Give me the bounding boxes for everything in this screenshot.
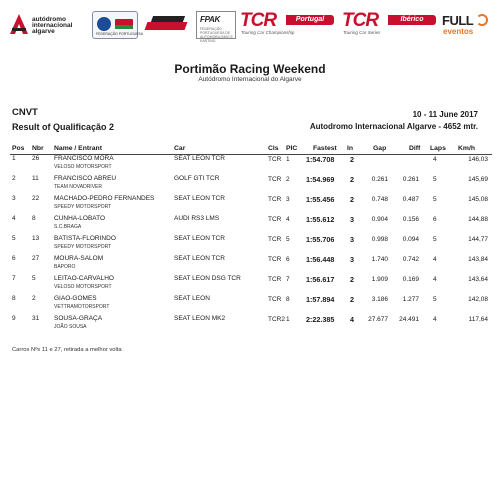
column-header-pic: PIC — [286, 145, 298, 152]
table-row — [0, 295, 500, 315]
column-header-kmh: Km/h — [458, 145, 475, 152]
cell-pic: 5 — [286, 236, 290, 243]
tcr-portugal-logo — [240, 10, 336, 40]
cell-pos: 9 — [12, 315, 16, 322]
cell-laps: 4 — [433, 276, 437, 283]
cell-fastest: 1:54.969 — [306, 175, 335, 184]
cell-gap: 0.748 — [371, 196, 388, 203]
cell-name: MACHADO-PEDRO FERNANDES — [54, 195, 155, 202]
cell-name: GIAO-GOMES — [54, 295, 97, 302]
cell-nbr: 13 — [32, 235, 40, 242]
cell-cls: TCR — [268, 256, 282, 263]
cell-gap: 27.677 — [368, 316, 388, 323]
cell-in: 2 — [350, 175, 354, 184]
cell-car: SEAT LEON MK2 — [174, 315, 226, 322]
aia-logo-icon — [8, 12, 30, 36]
tcr-portugal-subtext: Touring Car Championship — [241, 30, 295, 35]
federation-logo — [92, 10, 144, 40]
cell-entrant: VETTRAMOTORSPORT — [54, 304, 110, 310]
cell-pic: 3 — [286, 196, 290, 203]
venue-label: Autodromo Internacional Algarve - 4652 mtr. — [309, 122, 478, 131]
cell-in: 4 — [350, 315, 354, 324]
federation-logo-text: FEDERAÇÃO PORTUGUESA — [96, 32, 144, 36]
autodromo-logo-text: algarve — [32, 28, 55, 35]
table-row — [0, 275, 500, 295]
cell-pic: 4 — [286, 216, 290, 223]
cell-entrant: S.C.BRAGA — [54, 224, 82, 230]
cell-laps: 4 — [433, 316, 437, 323]
cell-kmh: 144,88 — [468, 216, 488, 223]
full-logo-text: FULL — [442, 13, 474, 28]
table-row — [0, 235, 500, 255]
cell-fastest: 2:22.385 — [306, 315, 335, 324]
sponsor-logo-strip — [8, 10, 492, 42]
cell-name: MOURA-SALOM — [54, 255, 104, 262]
column-header-cls: Cls — [268, 145, 279, 152]
fpak-logo-subtext: FEDERAÇÃO PORTUGUESA DE AUTOMOBILISMO E KARTING — [200, 27, 233, 43]
cell-laps: 4 — [433, 156, 437, 163]
cell-laps: 5 — [433, 296, 437, 303]
cell-pos: 4 — [12, 215, 16, 222]
cell-gap: 0.261 — [371, 176, 388, 183]
cell-laps: 5 — [433, 176, 437, 183]
tcr-logo-text: TCR — [342, 10, 379, 31]
racing-logo — [144, 10, 190, 40]
cell-pic: 6 — [286, 256, 290, 263]
cell-car: SEAT LEON TCR — [174, 195, 225, 202]
cell-entrant: SPEEDY MOTORSPORT — [54, 244, 112, 250]
cell-car: SEAT LEON DSG TCR — [174, 275, 241, 282]
table-row — [0, 155, 500, 175]
cell-diff: 0.169 — [402, 276, 419, 283]
full-logo-ring-icon — [476, 14, 488, 26]
column-header-diff: Diff — [409, 145, 421, 152]
result-title: Result of Qualificação 2 — [12, 122, 115, 132]
cell-kmh: 143,84 — [468, 256, 488, 263]
cell-pos: 7 — [12, 275, 16, 282]
event-date: 10 - 11 June 2017 — [412, 110, 478, 119]
cell-in: 3 — [350, 255, 354, 264]
cell-entrant: SPEEDY MOTORSPORT — [54, 204, 112, 210]
cell-cls: TCR — [268, 216, 282, 223]
cell-pos: 6 — [12, 255, 16, 262]
fpak-logo — [196, 10, 236, 43]
autodromo-logo-text: internacional — [32, 22, 73, 29]
cell-name: LEITAO-CARVALHO — [54, 275, 114, 282]
fpak-logo-text: FPAK — [200, 15, 220, 24]
column-header-laps: Laps — [430, 145, 446, 152]
column-header-in: In — [347, 145, 354, 152]
cell-pos: 1 — [12, 155, 16, 162]
cell-in: 3 — [350, 215, 354, 224]
cell-fastest: 1:55.456 — [306, 195, 335, 204]
autodromo-logo-text: autódromo — [32, 16, 66, 23]
cell-pos: 3 — [12, 195, 16, 202]
column-header-nbr: Nbr — [32, 145, 44, 152]
cell-nbr: 26 — [32, 155, 40, 162]
cell-nbr: 27 — [32, 255, 40, 262]
cell-kmh: 142,08 — [468, 296, 488, 303]
cell-name: CUNHA-LOBATO — [54, 215, 106, 222]
tcr-portugal-pill: Portugal — [286, 15, 334, 25]
cell-in: 2 — [350, 275, 354, 284]
cell-kmh: 145,69 — [468, 176, 488, 183]
cell-entrant: BAPORO — [54, 264, 76, 270]
cell-cls: TCR — [268, 236, 282, 243]
cell-in: 3 — [350, 235, 354, 244]
cell-kmh: 145,08 — [468, 196, 488, 203]
cell-nbr: 5 — [32, 275, 36, 282]
category-label: CNVT — [12, 107, 38, 118]
cell-name: FRANCISCO MORA — [54, 155, 114, 162]
table-row — [0, 315, 500, 335]
column-header-pos: Pos — [12, 145, 25, 152]
cell-pic: 8 — [286, 296, 290, 303]
cell-car: SEAT LEON TCR — [174, 235, 225, 242]
tcr-logo-text: TCR — [240, 10, 277, 31]
federation-logo-icon — [92, 11, 144, 39]
tcr-iberico-logo — [342, 10, 438, 40]
cell-nbr: 8 — [32, 215, 36, 222]
column-header-fastest: Fastest — [313, 145, 337, 152]
cell-cls: TCR — [268, 296, 282, 303]
autodromo-logo — [8, 10, 86, 40]
table-row — [0, 175, 500, 195]
footnote: Carros Nºs 11 e 27, retirada a melhor volta — [12, 347, 122, 353]
cell-gap: 1.909 — [371, 276, 388, 283]
column-header-car: Car — [174, 145, 186, 152]
cell-fastest: 1:55.706 — [306, 235, 335, 244]
cell-laps: 4 — [433, 256, 437, 263]
cell-nbr: 11 — [32, 175, 39, 182]
cell-pos: 5 — [12, 235, 16, 242]
column-header-gap: Gap — [373, 145, 387, 152]
cell-in: 2 — [350, 195, 354, 204]
cell-entrant: VELOSO MOTORSPORT — [54, 284, 112, 290]
full-eventos-logo — [442, 10, 492, 40]
cell-fastest: 1:54.708 — [306, 155, 335, 164]
cell-pic: 7 — [286, 276, 290, 283]
cell-kmh: 117,64 — [468, 316, 488, 323]
cell-gap: 0.904 — [371, 216, 388, 223]
cell-pic: 2 — [286, 176, 290, 183]
cell-diff: 0.261 — [402, 176, 419, 183]
cell-diff: 0.094 — [402, 236, 419, 243]
tcr-iberico-pill: Ibérico — [388, 15, 436, 25]
cell-laps: 6 — [433, 216, 437, 223]
cell-fastest: 1:56.617 — [306, 275, 335, 284]
table-row — [0, 255, 500, 275]
cell-pic: 1 — [286, 316, 290, 323]
cell-car: SEAT LEON TCR — [174, 155, 225, 162]
cell-pic: 1 — [286, 156, 290, 163]
cell-cls: TCR2 — [268, 316, 285, 323]
cell-gap: 3.186 — [371, 296, 388, 303]
cell-in: 2 — [350, 155, 354, 164]
event-subtitle: Autódromo Internacional do Algarve — [198, 76, 302, 83]
cell-car: SEAT LEON — [174, 295, 210, 302]
full-logo-subtext: eventos — [443, 27, 474, 36]
cell-cls: TCR — [268, 276, 282, 283]
event-title: Portimão Racing Weekend — [174, 62, 326, 76]
cell-fastest: 1:55.612 — [306, 215, 335, 224]
cell-fastest: 1:56.448 — [306, 255, 335, 264]
cell-entrant: TEAM NOVADRIVER — [54, 184, 102, 190]
cell-entrant: VELOSO MOTORSPORT — [54, 164, 112, 170]
cell-laps: 5 — [433, 196, 437, 203]
cell-nbr: 2 — [32, 295, 36, 302]
cell-gap: 1.740 — [371, 256, 388, 263]
cell-in: 2 — [350, 295, 354, 304]
cell-pos: 2 — [12, 175, 16, 182]
cell-cls: TCR — [268, 176, 282, 183]
cell-fastest: 1:57.894 — [306, 295, 335, 304]
table-row — [0, 215, 500, 235]
cell-cls: TCR — [268, 196, 282, 203]
table-row — [0, 195, 500, 215]
cell-pos: 8 — [12, 295, 16, 302]
cell-car: SEAT LEON TCR — [174, 255, 225, 262]
cell-laps: 5 — [433, 236, 437, 243]
cell-diff: 0.742 — [402, 256, 419, 263]
cell-kmh: 144,77 — [468, 236, 488, 243]
tcr-iberico-subtext: Touring Car Series — [343, 30, 381, 35]
cell-kmh: 143,64 — [468, 276, 488, 283]
cell-nbr: 31 — [32, 315, 40, 322]
cell-cls: TCR — [268, 156, 282, 163]
cell-diff: 0.156 — [402, 216, 419, 223]
cell-car: GOLF GTI TCR — [174, 175, 220, 182]
column-header-name: Name / Entrant — [54, 145, 102, 152]
cell-name: BATISTA-FLORINDO — [54, 235, 116, 242]
cell-name: SOUSA-GRAÇA — [54, 315, 103, 322]
cell-diff: 0.487 — [402, 196, 419, 203]
cell-nbr: 22 — [32, 195, 40, 202]
cell-gap: 0.998 — [371, 236, 388, 243]
cell-name: FRANCISCO ABREU — [54, 175, 117, 182]
cell-car: AUDI RS3 LMS — [174, 215, 220, 222]
cell-diff: 24.491 — [399, 316, 419, 323]
cell-diff: 1.277 — [402, 296, 419, 303]
cell-entrant: JOÃO SOUSA — [54, 324, 87, 330]
cell-kmh: 146,03 — [468, 156, 488, 163]
